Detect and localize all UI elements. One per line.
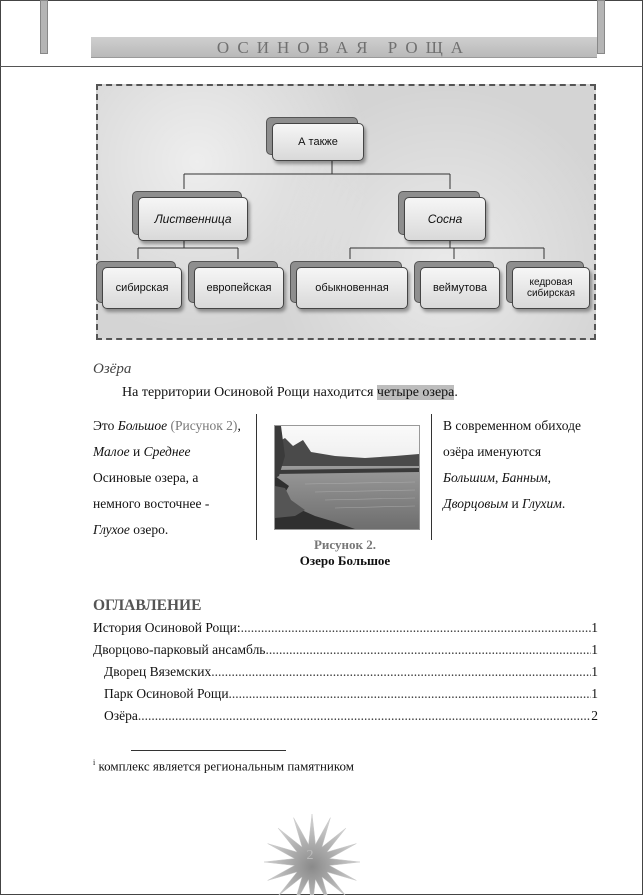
lake-photo [274,425,420,530]
toc-entry-text: История Осиновой Рощи: [93,620,241,635]
diagram-node-common [296,267,408,309]
header-rule [0,66,643,67]
diagram-node-siberian [102,267,182,309]
footnote-marker: i [93,758,96,767]
left-text-part: озеро. [129,522,169,537]
lake-name-middle: Среднее [143,444,191,459]
toc-entry-page: 1 [591,642,598,657]
right-column-text [443,413,598,517]
diagram-node-cedar-label: кедровая сибирская [512,267,590,309]
footnote [93,758,354,774]
left-text-part: , [237,418,241,433]
diagram-node-european-label: европейская [194,267,284,309]
toc-entry-text: Дворцово-парковый ансамбль [93,642,266,657]
toc-entry-page: 1 [591,664,598,679]
diagram-node-root-label: А также [272,123,364,161]
running-header-title: ОСИНОВАЯ РОЩА [216,38,472,57]
lake-name-small: Малое [93,444,130,459]
right-text-part: . [561,496,566,511]
toc-entry-text: Дворец Вяземских [104,664,212,679]
table-of-contents [93,617,598,727]
left-text-part: и [129,444,144,459]
toc-entry-page: 2 [591,708,598,723]
diagram-node-weymouth-label: веймутова [420,267,500,309]
toc-entry[interactable] [93,639,598,661]
footnote-separator [131,750,286,751]
diagram-node-pine [404,197,486,241]
column-divider-left [256,414,257,540]
lake-alias-4: Глухим [522,496,562,511]
page-number: 2 [306,848,314,863]
diagram-node-larch [138,197,248,241]
intro-highlight: четыре озера [376,385,455,400]
toc-entry[interactable] [93,617,598,639]
right-text-part: В современном обиходе озёра именуются [443,418,581,459]
column-divider-right [431,414,432,540]
diagram-node-european [194,267,284,309]
toc-entry-page: 1 [591,686,598,701]
toc-title: ОГЛАВЛЕНИЕ [93,597,202,614]
lake-alias-1: Большим [443,470,495,485]
right-text-part: , [547,470,551,485]
tree-diagram [96,84,596,340]
diagram-node-larch-label: Лиственница [138,197,248,241]
lake-name-deaf: Глухое [93,522,130,537]
figure-reference[interactable]: (Рисунок 2) [170,418,238,433]
diagram-node-cedar [512,267,590,309]
toc-entry[interactable] [93,683,598,705]
toc-entry[interactable] [93,705,598,727]
diagram-node-pine-label: Сосна [404,197,486,241]
toc-entry-text: Парк Осиновой Рощи [104,686,229,701]
right-text-part: , [494,470,502,485]
right-text-part: и [508,496,523,511]
left-column-text [93,413,243,543]
lake-name-big: Большое [117,418,168,433]
running-header [91,37,597,58]
left-text-part: Это [93,418,118,433]
lake-alias-2: Банным [501,470,548,485]
toc-entry-page: 1 [591,620,598,635]
lake-photo-image [275,426,419,529]
figure-label: Рисунок 2. [313,537,376,552]
footnote-text: комплекс является региональным памятником [95,758,355,774]
toc-entry-text: Озёра [104,708,138,723]
left-header-bar [40,0,48,54]
intro-end: . [454,385,458,400]
section-title: Озёра [93,361,132,377]
figure-caption: Озеро Большое [299,553,391,568]
intro-text: На территории Осиновой Рощи находится [122,385,377,400]
diagram-node-siberian-label: сибирская [102,267,182,309]
diagram-node-weymouth [420,267,500,309]
diagram-node-common-label: обыкновенная [296,267,408,309]
diagram-node-root [272,123,364,161]
lake-alias-3: Дворцовым [443,496,509,511]
left-text-part: Осиновые озера, а немного восточнее - [93,470,210,511]
toc-entry[interactable] [93,661,598,683]
intro-paragraph [122,385,458,401]
right-header-bar [597,0,605,54]
